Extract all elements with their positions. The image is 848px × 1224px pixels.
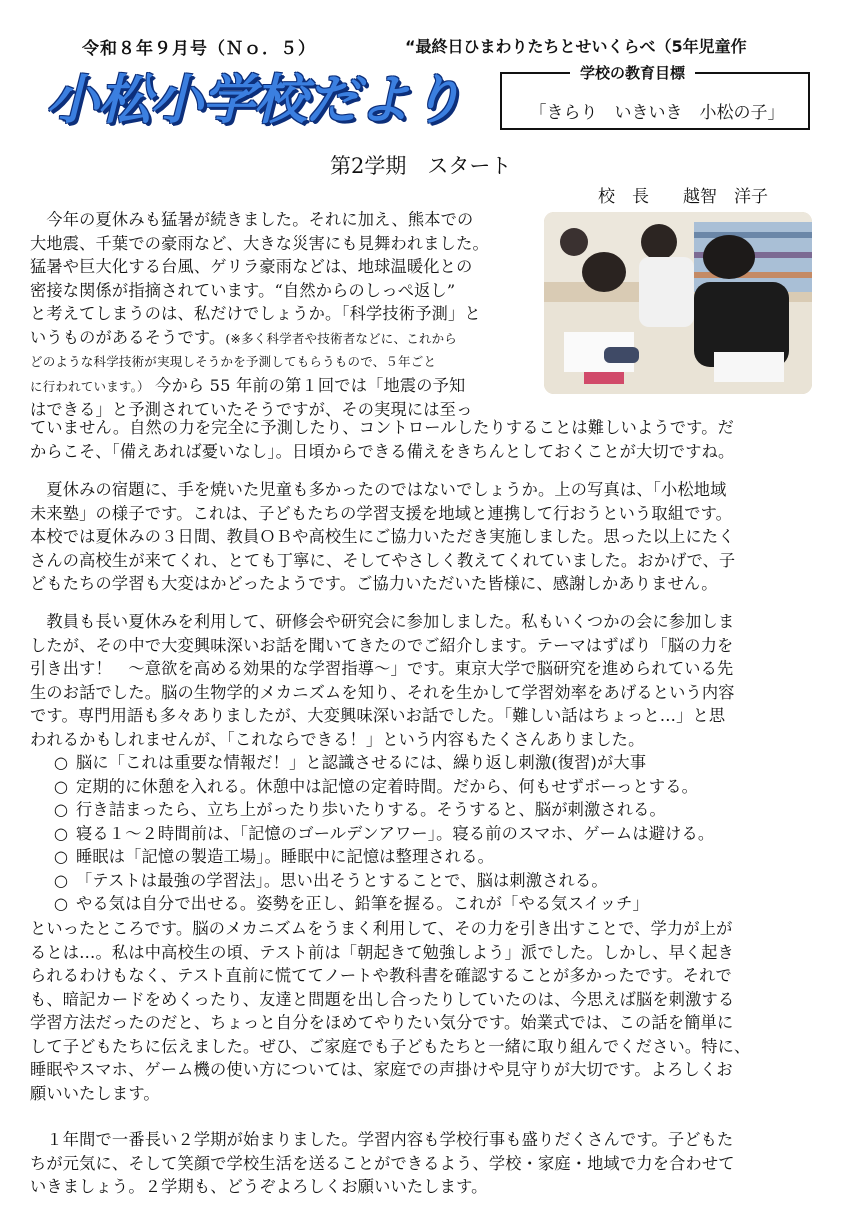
paragraph-1-narrow	[30, 208, 536, 422]
text-line: 夏休みの宿題に、手を焼いた児童も多かったのではないでしょうか。上の写真は、「小松地域	[30, 480, 727, 499]
text-line: も、暗記カードをめくったり、友達と問題を出し合ったりしていたのは、今思えば脳を刺激する	[30, 989, 735, 1009]
bullet-mark: ○	[53, 800, 69, 819]
text-line: 未来塾」の様子です。これは、子どもたちの学習支援を地域と連携して行おうという取組です。	[30, 503, 733, 523]
paragraph-1-wide	[30, 416, 820, 463]
list-item	[30, 751, 820, 775]
list-item-text: 寝る１～２時間前は、「記憶のゴールデンアワー」。寝る前のスマホ、ゲームは避ける。	[76, 823, 715, 843]
photo-caption: “最終日ひまわりたちとせいくらべ（5年児童作	[405, 37, 747, 56]
text-line: といったところです。脳のメカニズムをうまく利用して、その力を引き出すことで、学力が上が	[30, 919, 733, 938]
list-item	[30, 845, 820, 869]
text-line: られるわけもなく、テスト直前に慌ててノートや教科書を確認することが多かったです。それで	[30, 966, 732, 985]
paragraph-2	[30, 478, 820, 596]
bullet-mark: ○	[53, 847, 69, 866]
text-line: どもたちの学習も大変はかどったようです。ご協力いただいた皆様に、感謝しかありません。	[30, 574, 718, 593]
text-line: ちが元気に、そして笑顔で学校生活を送ることができるよう、学校・家庭・地域で力を合わせて	[30, 1153, 735, 1173]
text-line: るとは…。私は中高校生の頃、テスト前は「朝起きて勉強しよう」派でした。しかし、早く起き	[30, 942, 735, 962]
bullet-mark: ○	[53, 894, 69, 913]
text-span: いうものがあるそうです。	[30, 327, 226, 347]
text-line: さんの高校生が来てくれ、とても丁寧に、そしてやさしく教えてくれていました。おかげで、子	[30, 550, 736, 570]
text-line: です。専門用語も多々ありましたが、大変興味深いお話でした。「難しい話はちょっと…」と思	[30, 706, 726, 725]
text-line: 密接な関係が指摘されています。“自然からのしっぺ返し”	[30, 280, 456, 300]
text-line: いきましょう。２学期も、どうぞよろしくお願いいたします。	[30, 1177, 488, 1196]
list-item	[30, 798, 820, 822]
list-item	[30, 775, 820, 799]
paragraph-3	[30, 610, 820, 751]
article-heading: 第2学期 スタート	[330, 154, 512, 178]
list-item	[30, 869, 820, 893]
text-line: からこそ、「備えあれば憂いなし」。日頃からできる備えをきちんとしておくことが大切ですね。	[30, 441, 735, 461]
text-line: 猛暑や巨大化する台風、ゲリラ豪雨などは、地球温暖化との	[30, 257, 473, 276]
list-item-text: 脳に「これは重要な情報だ！」と認識させるには、繰り返し刺激(復習)が大事	[76, 753, 647, 772]
list-item-text: やる気は自分で出せる。姿勢を正し、鉛筆を握る。これが「やる気スイッチ」	[76, 894, 649, 913]
list-item-text: 「テストは最強の学習法」。思い出そうとすることで、脳は刺激される。	[76, 870, 608, 890]
newsletter-title: 小松小学校だより	[46, 69, 462, 131]
footnote: に行われています。）	[30, 378, 150, 394]
text-line	[30, 326, 536, 351]
text-line: 大地震、千葉での豪雨など、大きな災害にも見舞われました。	[30, 233, 489, 253]
bullet-mark: ○	[53, 870, 69, 890]
text-line: １年間で一番長い２学期が始まりました。学習内容も学校行事も盛りだくさんです。子どもた	[30, 1130, 734, 1149]
text-line: と考えてしまうのは、私だけでしょうか。「科学技術予測」と	[30, 304, 481, 323]
bullet-mark: ○	[53, 776, 69, 796]
text-line: 生のお話でした。脳の生物学的メカニズムを知り、それを生かして学習効率をあげるという内容	[30, 682, 735, 702]
text-line: 引き出す！ ～意欲を高める効果的な学習指導～」です。東京大学で脳研究を進められている先	[30, 659, 734, 678]
bullet-mark: ○	[53, 753, 69, 772]
list-item-text: 定期的に休憩を入れる。休憩中は記憶の定着時間。だから、何もせずボーっとする。	[76, 776, 699, 796]
bullet-list	[30, 751, 820, 916]
text-line	[30, 374, 536, 399]
issue-number: 令和８年９月号（Ｎｏ．５）	[82, 39, 316, 59]
classroom-photo	[544, 212, 812, 394]
text-line: はできる」と予測されていたそうですが、その実現には至っ	[30, 400, 473, 419]
education-goal-text: 「きらり いきいき 小松の子」	[529, 103, 785, 123]
paragraph-4	[30, 917, 820, 1105]
list-item	[30, 892, 820, 916]
bullet-mark: ○	[53, 823, 69, 843]
education-goal-label: 学校の教育目標	[570, 62, 695, 83]
footnote: (※多く科学者や技術者などに、これから	[225, 330, 458, 346]
footnote-line: どのような科学技術が実現しそうかを予測してもらうもので、５年ごと	[30, 354, 437, 369]
text-line: 今年の夏休みも猛暑が続きました。それに加え、熊本での	[30, 210, 474, 229]
text-line: したが、その中で大変興味深いお話を聞いてきたのでご紹介します。テーマはずばり「脳の力を	[30, 635, 734, 655]
text-line: 睡眠やスマホ、ゲーム機の使い方については、家庭での声掛けや見守りが大切です。よろしくお	[30, 1060, 733, 1079]
text-line: ていません。自然の力を完全に予測したり、コントロールしたりすることは難しいようです。だ	[30, 418, 735, 437]
text-line: して子どもたちに伝えました。ぜひ、ご家庭でも子どもたちと一緒に取り組んでください。特に、	[30, 1036, 751, 1056]
list-item-text: 睡眠は「記憶の製造工場」。睡眠中に記憶は整理される。	[76, 847, 494, 866]
paragraph-5	[30, 1128, 820, 1199]
text-line: 本校では夏休みの３日間、教員ＯＢや高校生にご協力いただき実施しました。思った以上にたく	[30, 527, 735, 546]
text-line: 願いいたします。	[30, 1083, 160, 1103]
list-item	[30, 822, 820, 846]
text-span: 今から 55 年前の第１回では「地震の予知	[155, 375, 466, 395]
article-author: 校 長 越智 洋子	[598, 187, 768, 207]
text-line: 教員も長い夏休みを利用して、研修会や研究会に参加しました。私もいくつかの会に参加しま	[30, 612, 735, 631]
text-line: われるかもしれませんが、「これならできる！」という内容もたくさんありました。	[30, 729, 645, 749]
list-item-text: 行き詰まったら、立ち上がったり歩いたりする。そうすると、脳が刺激される。	[76, 800, 666, 819]
text-line: 学習方法だったのだと、ちょっと自分をほめてやりたい気分です。始業式では、この話を簡単に	[30, 1013, 734, 1032]
